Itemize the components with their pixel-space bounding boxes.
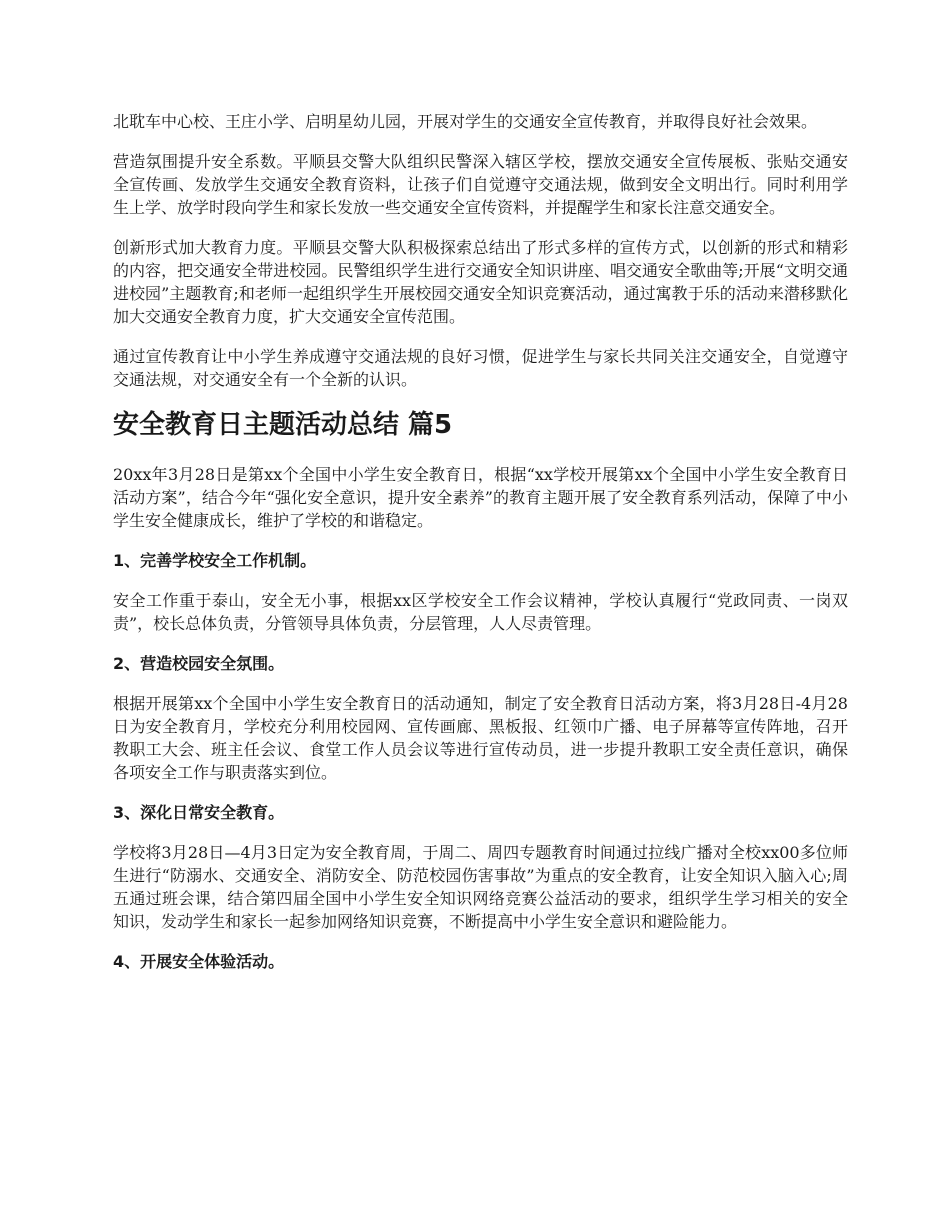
paragraph-conclusion: 通过宣传教育让中小学生养成遵守交通法规的良好习惯，促进学生与家长共同关注交通安全，自觉遵守交通法规，对交通安全有一个全新的认识。: [113, 347, 848, 389]
item-3-text: 学校将3月28日—4月3日定为安全教育周，于周二、周四专题教育时间通过拉线广播对全校xx00多位师生进行“防溺水、交通安全、消防安全、防范校园伤害事故”为重点的安全教育，让安全知识入脑入心;周五通过班会课，结合第四届全国中小学生安全知识网络竞赛公益活动的要求，组织学生学习相关的安全知识，发动学生和家长一起参加网络知识竞赛，不断提高中小学生安全意识和避险能力。: [113, 843, 848, 931]
item-1-text: 安全工作重于泰山，安全无小事，根据xx区学校安全工作会议精神，学校认真履行“党政同责、一岗双责”，校长总体负责，分管领导具体负责，分层管理，人人尽责管理。: [113, 591, 848, 633]
document-page: [113, 110, 848, 990]
item-4-title: 4、开展安全体验活动。: [113, 952, 285, 971]
item-1-title: 1、完善学校安全工作机制。: [113, 551, 317, 570]
paragraph-innovation: 创新形式加大教育力度。平顺县交警大队积极探索总结出了形式多样的宣传方式，以创新的形式和精彩的内容，把交通安全带进校园。民警组织学生进行交通安全知识讲座、唱交通安全歌曲等;开展“文明交通进校园”主题教育;和老师一起组织学生开展校园交通安全知识竞赛活动，通过寓教于乐的活动来潜移默化加大交通安全教育力度，扩大交通安全宣传范围。: [113, 238, 848, 326]
paragraph-intro: 20xx年3月28日是第xx个全国中小学生安全教育日，根据“xx学校开展第xx个全国中小学生安全教育日活动方案”，结合今年“强化安全意识，提升安全素养”的教育主题开展了安全教育系列活动，保障了中小学生安全健康成长，维护了学校的和谐稳定。: [113, 465, 848, 530]
section-title: 安全教育日主题活动总结 篇5: [113, 410, 453, 440]
paragraph-atmosphere: 营造氛围提升安全系数。平顺县交警大队组织民警深入辖区学校，摆放交通安全宣传展板、张贴交通安全宣传画、发放学生交通安全教育资料，让孩子们自觉遵守交通法规，做到安全文明出行。同时利用学生上学、放学时段向学生和家长发放一些交通安全宣传资料，并提醒学生和家长注意交通安全。: [113, 152, 848, 217]
item-2-text: 根据开展第xx个全国中小学生安全教育日的活动通知，制定了安全教育日活动方案，将3月28日-4月28日为安全教育月，学校充分利用校园网、宣传画廊、黑板报、红领巾广播、电子屏幕等宣传阵地，召开教职工大会、班主任会议、食堂工作人员会议等进行宣传动员，进一步提升教职工安全责任意识，确保各项安全工作与职责落实到位。: [113, 694, 848, 782]
paragraph-campus-outreach: 北耽车中心校、王庄小学、启明星幼儿园，开展对学生的交通安全宣传教育，并取得良好社会效果。: [113, 112, 818, 131]
item-3-title: 3、深化日常安全教育。: [113, 803, 285, 822]
item-2-title: 2、营造校园安全氛围。: [113, 654, 285, 673]
